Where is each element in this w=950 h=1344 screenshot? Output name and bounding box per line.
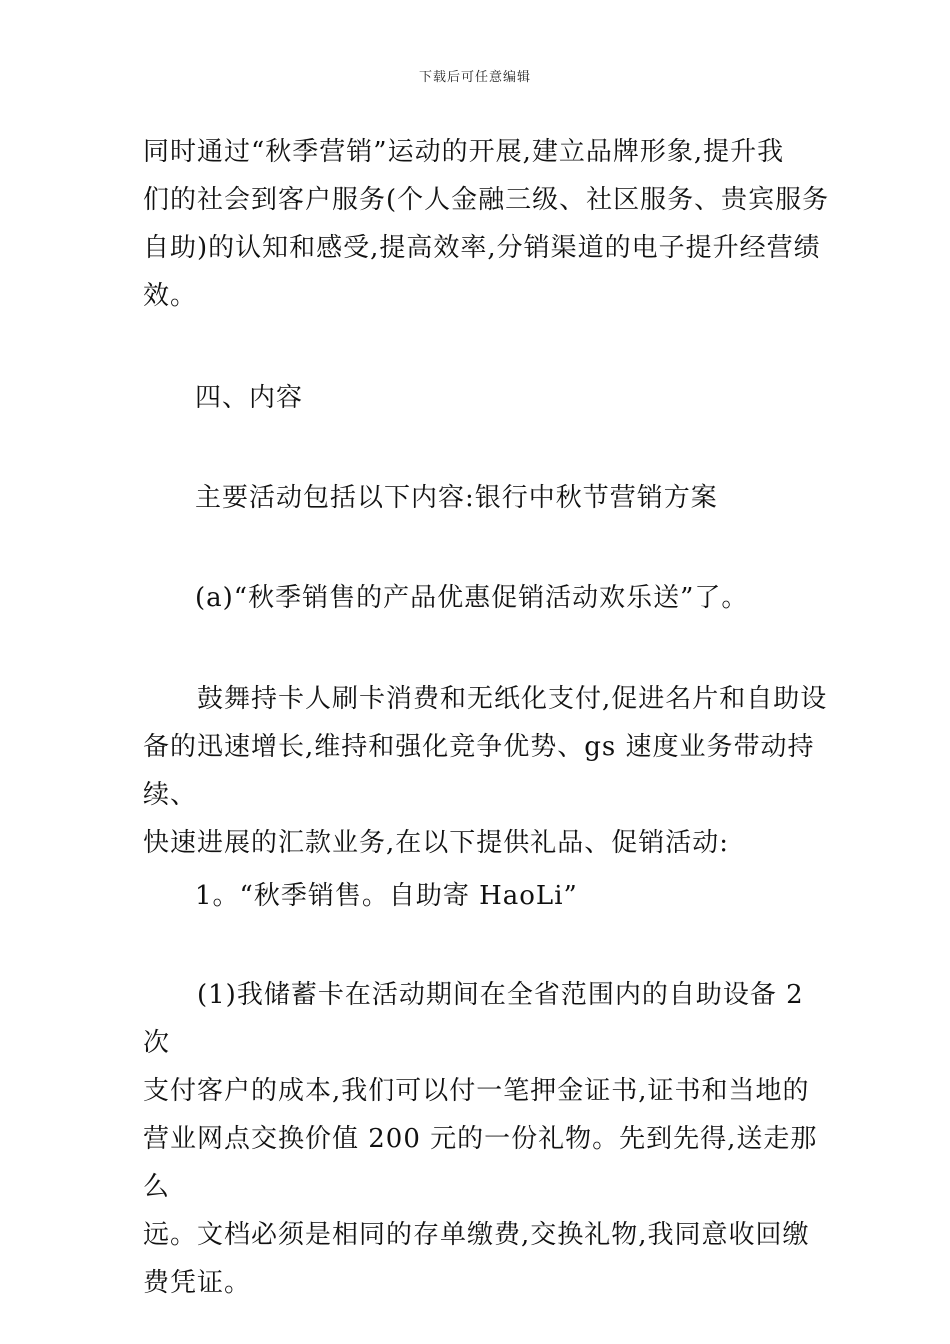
section-heading: 四、内容 [195, 383, 304, 413]
paragraph-encourage: 鼓舞持卡人刷卡消费和无纸化支付,促进名片和自助设 备的迅速增长,维持和强化竞争优势、gs 速度业务带动持续、 快速进展的汇款业务,在以下提供礼品、促销活动: [143, 684, 828, 858]
page-header: 下载后可任意编辑 [418, 70, 531, 85]
paragraph-item-1-detail: (1)我储蓄卡在活动期间在全省范围内的自助设备 2 次 支付客户的成本,我们可以付一笔押金证书,证书和当地的 营业网点交换价值 200 元的一份礼物。先到先得,送走那么 远。文档必须是相同的存单缴费,交换礼物,我同意收回缴 费凭证。 [143, 980, 818, 1298]
paragraph-intro: 同时通过“秋季营销”运动的开展,建立品牌形象,提升我 们的社会到客户服务(个人金融三级、社区服务、贵宾服务 自助)的认知和感受,提高效率,分销渠道的电子提升经营绩 效。 [143, 137, 830, 311]
paragraph-item-1: 1。“秋季销售。自助寄 HaoLi” [195, 881, 578, 911]
paragraph-main-activities: 主要活动包括以下内容:银行中秋节营销方案 [195, 483, 718, 513]
paragraph-item-a: (a)“秋季销售的产品优惠促销活动欢乐送”了。 [195, 583, 749, 613]
